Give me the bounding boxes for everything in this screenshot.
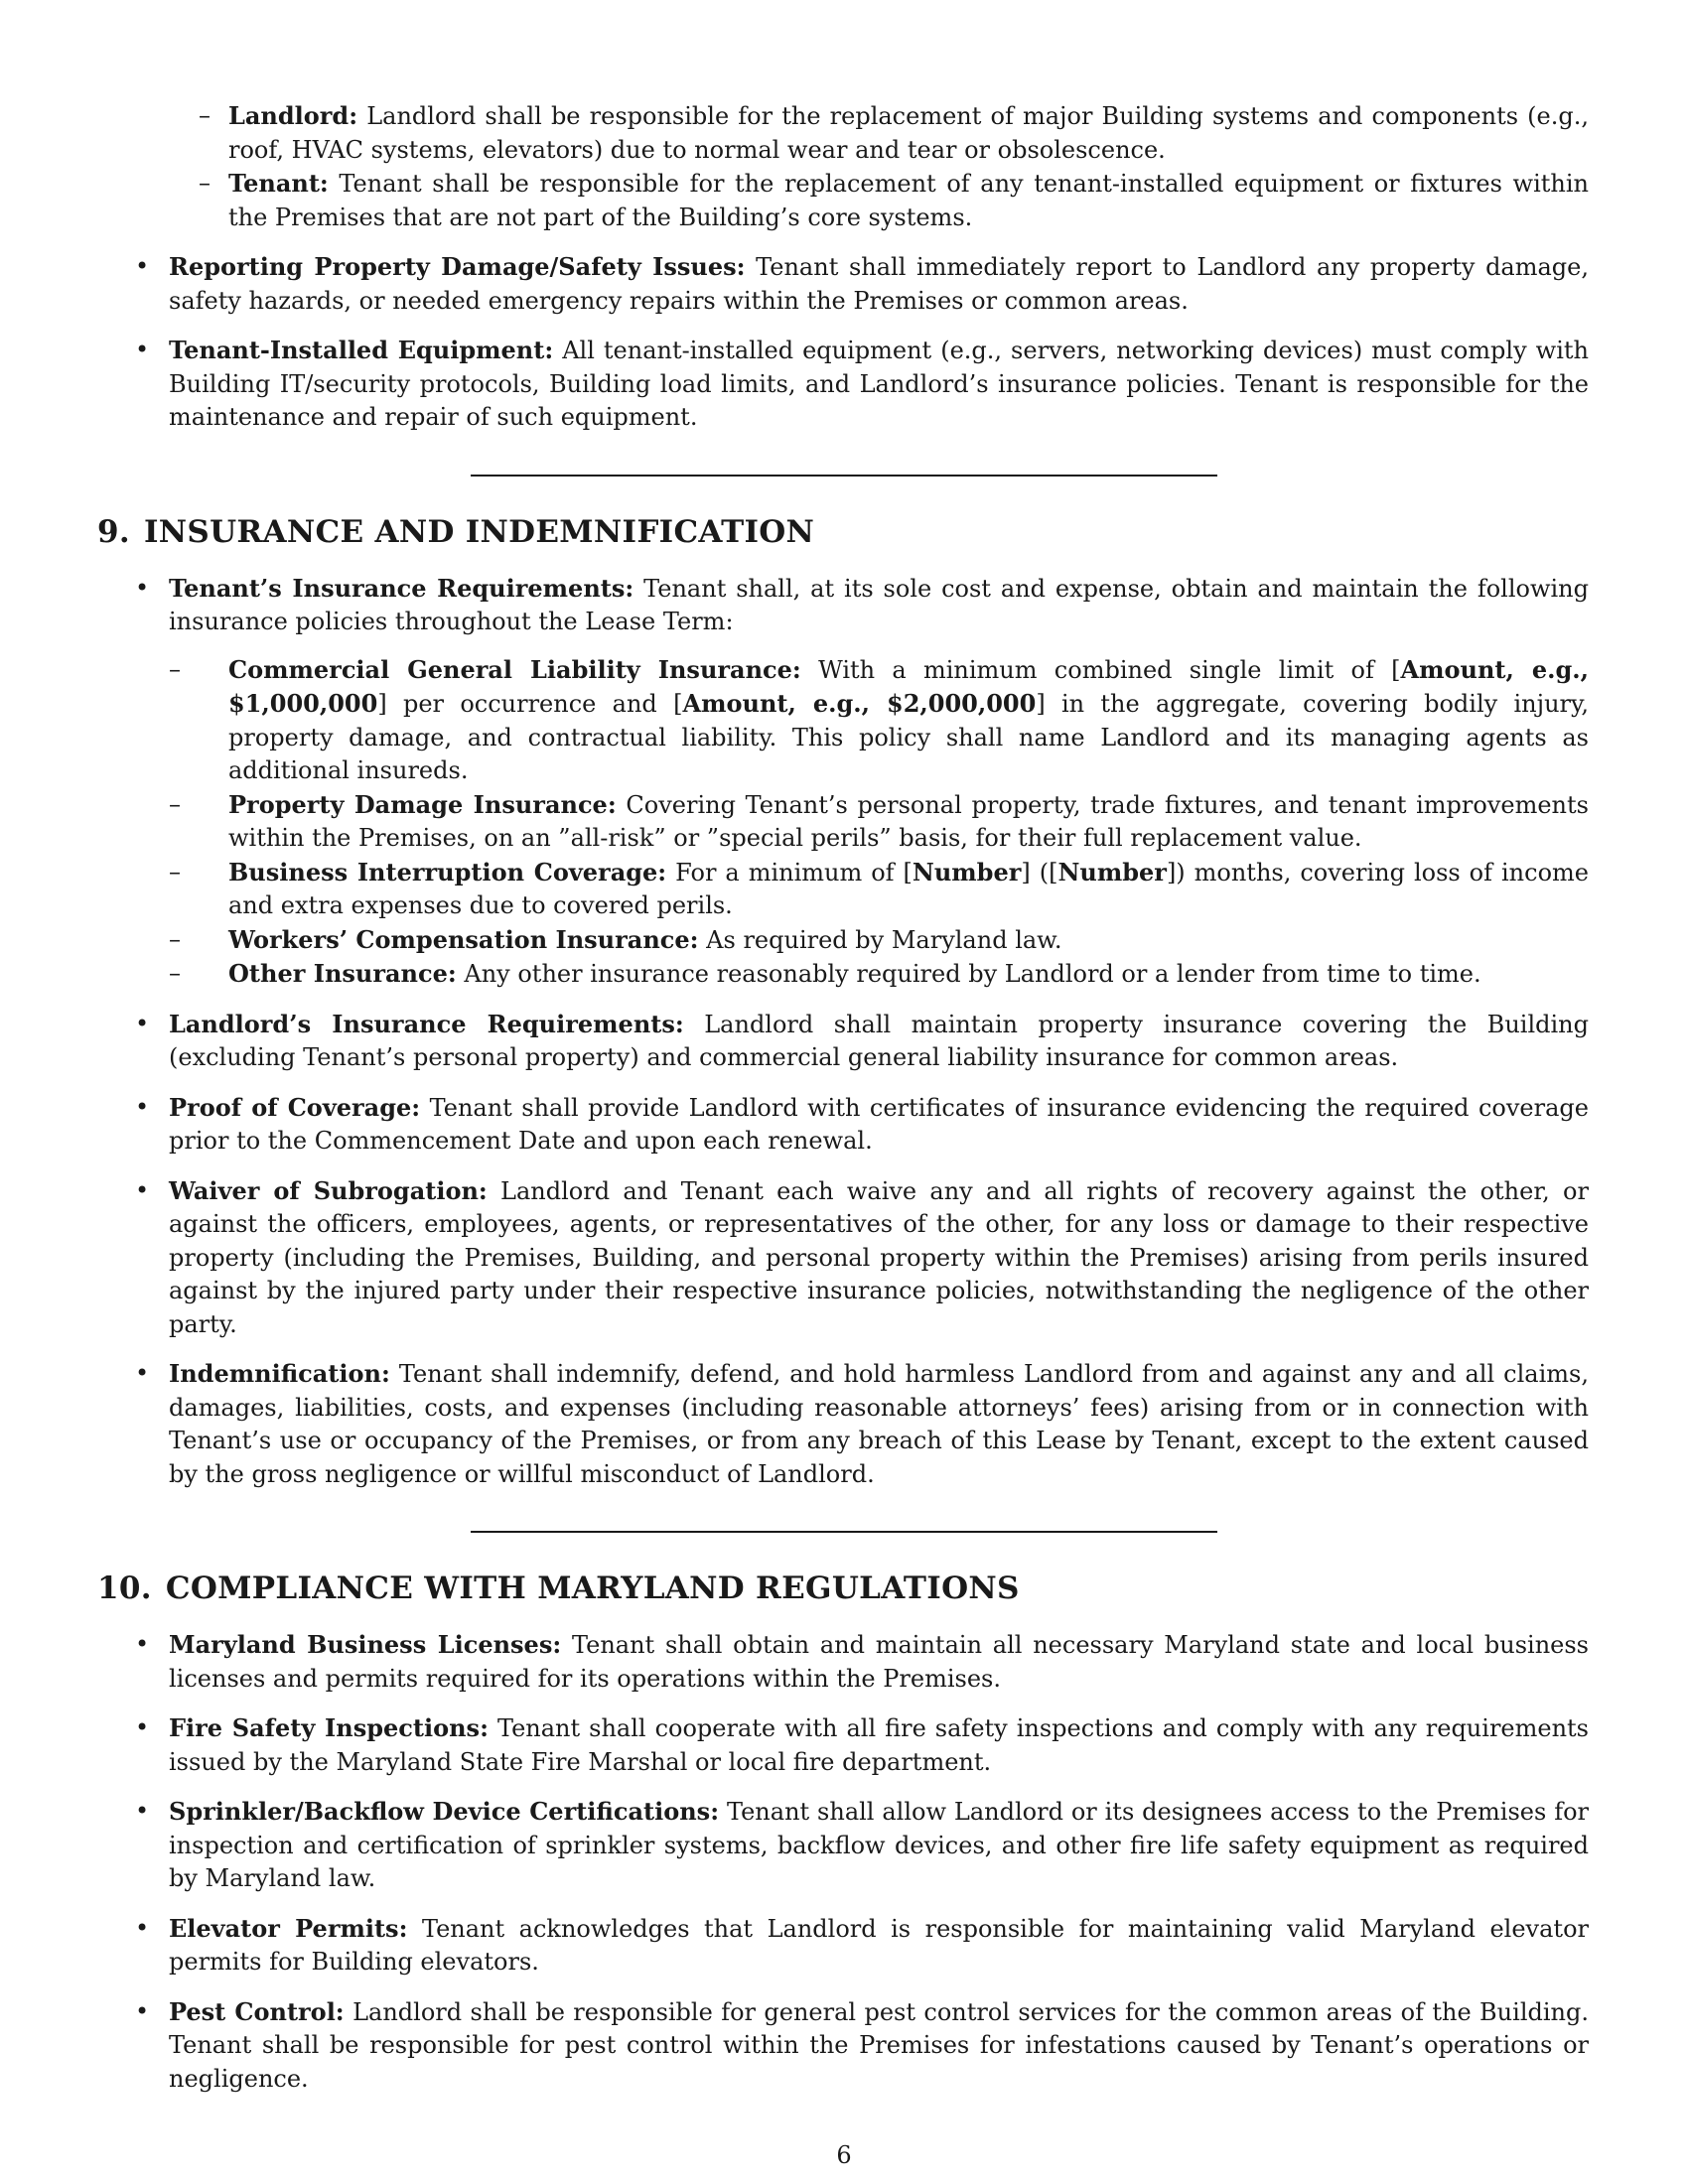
dash-marker: – <box>169 654 181 683</box>
dash-marker: – <box>169 924 181 953</box>
item-text: ] per occurrence and [ <box>377 690 683 718</box>
bullet-marker: • <box>135 1797 150 1825</box>
item-label: Pest Control: <box>169 1996 345 2026</box>
list-item <box>99 250 1589 318</box>
section9-list <box>99 572 1589 1492</box>
item-label: Workers’ Compensation Insurance: <box>228 924 699 954</box>
item-label: Elevator Permits: <box>169 1913 408 1943</box>
list-item <box>169 788 1589 856</box>
item-label: Property Damage Insurance: <box>228 789 617 819</box>
item-text: Landlord shall be responsible for the replacement of major Building systems and components (e.g., roof, HVAC systems, elevators) due to normal wear and tear or obsolescence. <box>228 102 1589 164</box>
placeholder-number: Number <box>1057 857 1167 887</box>
section-divider <box>471 475 1217 477</box>
item-text: All tenant-installed equipment (e.g., servers, networking devices) must comply with Building IT/security protocols, Building load limits, and Landlord’s insurance policies. Tenant is responsible for the maintenance and repair of such equipment. <box>169 337 1589 431</box>
bullet-marker: • <box>135 1359 150 1387</box>
item-label: Waiver of Subrogation: <box>169 1175 488 1205</box>
bullet-marker: • <box>135 1713 150 1741</box>
section8-tail-list <box>99 250 1589 435</box>
item-text: For a minimum of [ <box>675 858 913 887</box>
list-item <box>99 1174 1589 1342</box>
bullet-marker: • <box>135 1175 150 1204</box>
list-item <box>99 167 1589 234</box>
item-text: Landlord and Tenant each waive any and all rights of recovery against the other, or against the officers, employees, agents, or representatives of the other, for any loss or damage to their respective property (including the Premises, Building, and personal property within the Premises) arising from perils insured against by the injured party under their respective insurance policies, notwithstanding the negligence of the other party. <box>169 1176 1589 1338</box>
item-text: With a minimum combined single limit of [ <box>818 655 1401 684</box>
bullet-marker: • <box>135 336 150 363</box>
list-item <box>169 957 1589 992</box>
item-label: Commercial General Liability Insurance: <box>228 654 801 684</box>
list-item <box>99 1357 1589 1491</box>
item-label: Indemnification: <box>169 1359 390 1388</box>
dash-marker: – <box>169 857 181 886</box>
list-item <box>169 923 1589 958</box>
item-text: Tenant acknowledges that Landlord is responsible for maintaining valid Maryland elevator permits for Building elevators. <box>169 1914 1589 1976</box>
item-label: Maryland Business Licenses: <box>169 1630 562 1659</box>
list-item <box>99 1091 1589 1159</box>
replacement-sublist <box>99 99 1589 234</box>
dash-marker: – <box>169 959 181 987</box>
bullet-marker: • <box>135 1630 150 1658</box>
section-heading <box>97 1569 1589 1608</box>
item-label: Business Interruption Coverage: <box>228 857 667 887</box>
item-text: ] ([ <box>1021 858 1058 887</box>
placeholder-number: Number <box>912 857 1022 887</box>
list-item <box>99 1008 1589 1075</box>
section-title: COMPLIANCE WITH MARYLAND REGULATIONS <box>165 1570 1020 1606</box>
item-label: Landlord’s Insurance Requirements: <box>169 1009 684 1038</box>
item-label: Fire Safety Inspections: <box>169 1713 489 1742</box>
item-text: Any other insurance reasonably required by Landlord or a lender from time to time. <box>464 960 1481 988</box>
list-item <box>99 1795 1589 1896</box>
item-label: Tenant: <box>228 169 329 198</box>
bullet-marker: • <box>135 573 150 602</box>
bullet-marker: • <box>135 1996 150 2025</box>
item-text: Tenant shall allow Landlord or its designees access to the Premises for inspection and certification of sprinkler systems, backflow devices, and other fire life safety equipment as required by Maryland law. <box>169 1798 1589 1892</box>
item-text: Covering Tenant’s personal property, trade fixtures, and tenant improvements within the Premises, on an ”all-risk” or ”special perils” basis, for their full replacement value. <box>228 790 1589 852</box>
section-number: 9. <box>97 513 130 550</box>
dash-marker: – <box>199 101 211 129</box>
item-label: Other Insurance: <box>228 959 457 988</box>
item-text: Tenant shall immediately report to Landlord any property damage, safety hazards, or needed emergency repairs within the Premises or common areas. <box>169 253 1590 315</box>
insurance-sublist <box>169 653 1589 992</box>
item-text: Landlord shall maintain property insurance covering the Building (excluding Tenant’s personal property) and commercial general liability insurance for common areas. <box>169 1010 1589 1071</box>
bullet-marker: • <box>135 1092 150 1121</box>
item-text: Tenant shall cooperate with all fire safety inspections and comply with any requirements issued by the Maryland State Fire Marshal or local fire department. <box>169 1714 1589 1776</box>
bullet-marker: • <box>135 252 150 280</box>
page-number: 6 <box>836 2141 852 2169</box>
list-item <box>169 856 1589 923</box>
item-text: Tenant shall provide Landlord with certificates of insurance evidencing the required coverage prior to the Commencement Date and upon each renewal. <box>169 1093 1589 1155</box>
placeholder-amount: Amount, e.g., $2,000,000 <box>682 689 1037 718</box>
placeholder-amount: Amount, e.g., $1,000,000 <box>228 654 1589 718</box>
item-text: ]) months, covering loss of income and extra expenses due to covered perils. <box>228 858 1589 919</box>
list-item <box>99 1628 1589 1696</box>
section10-list <box>99 1628 1589 2096</box>
item-text: As required by Maryland law. <box>706 925 1062 954</box>
list-item <box>99 1711 1589 1779</box>
section-title: INSURANCE AND INDEMNIFICATION <box>143 513 815 550</box>
page-body <box>99 99 1589 2112</box>
item-label: Reporting Property Damage/Safety Issues: <box>169 252 746 281</box>
bullet-marker: • <box>135 1009 150 1037</box>
list-item <box>169 653 1589 788</box>
item-label: Proof of Coverage: <box>169 1092 421 1122</box>
item-text: ] in the aggregate, covering bodily injury, property damage, and contractual liability. This policy shall name Landlord and its managing agents as additional insureds. <box>228 690 1589 784</box>
item-label: Tenant-Installed Equipment: <box>169 336 554 364</box>
item-label: Tenant’s Insurance Requirements: <box>169 573 634 603</box>
list-item <box>99 1995 1589 2097</box>
list-item <box>99 1912 1589 1979</box>
dash-marker: – <box>169 789 181 818</box>
item-text: Tenant shall, at its sole cost and expense, obtain and maintain the following insurance policies throughout the Lease Term: <box>169 574 1589 635</box>
list-item <box>99 572 1589 992</box>
dash-marker: – <box>199 169 211 197</box>
item-text: Tenant shall indemnify, defend, and hold harmless Landlord from and against any and all claims, damages, liabilities, costs, and expenses (including reasonable attorneys’ fees) arising from or in connection with Tenant’s use or occupancy of the Premises, or from any breach of this Lease by Tenant, except to the extent caused by the gross negligence or willful misconduct of Landlord. <box>169 1360 1589 1488</box>
bullet-marker: • <box>135 1913 150 1942</box>
item-label: Landlord: <box>228 101 358 130</box>
section-heading <box>97 512 1589 552</box>
list-item <box>99 334 1589 435</box>
section-divider <box>471 1531 1217 1533</box>
section-number: 10. <box>97 1570 152 1606</box>
list-item <box>99 99 1589 167</box>
item-text: Tenant shall be responsible for the replacement of any tenant-installed equipment or fixtures within the Premises that are not part of the Building’s core systems. <box>228 170 1589 231</box>
item-text: Landlord shall be responsible for general pest control services for the common areas of the Building. Tenant shall be responsible for pest control within the Premises for infestations caused by Tenant’s operations or negligence. <box>169 1997 1589 2093</box>
item-label: Sprinkler/Backflow Device Certifications: <box>169 1797 720 1826</box>
item-text: Tenant shall obtain and maintain all necessary Maryland state and local business licenses and permits required for its operations within the Premises. <box>169 1631 1589 1693</box>
